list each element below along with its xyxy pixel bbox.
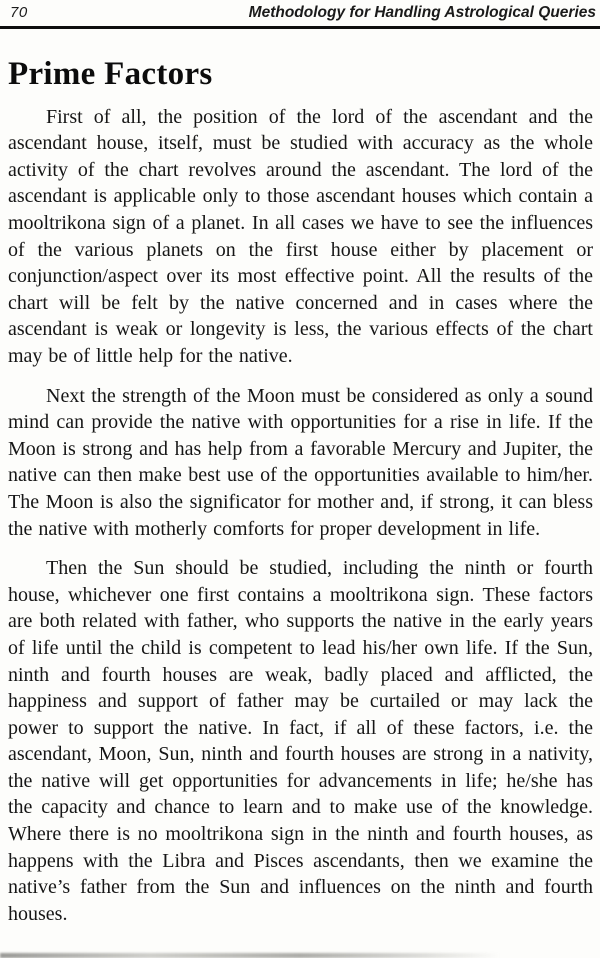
section-heading: Prime Factors bbox=[8, 56, 213, 92]
header-rule bbox=[0, 26, 600, 29]
paragraph-sun: Then the Sun should be studied, including the ninth or fourth house, whichever one first contains a mooltrikona sign. These factors are both related with father, who supports the native in the early years of life until the child is competent to lead his/her own life. If the Sun, ninth and fourth houses are weak, badly placed and afflicted, the happiness and support of father may be curtailed or may lack the power to support the native. In fact, if all of these factors, i.e. the ascendant, Moon, Sun, ninth and fourth houses are strong in a nativity, the native will get opportunities for advancements in life; he/she has the capacity and chance to learn and to make use of the knowledge. Where there is no mooltrikona sign in the ninth and fourth houses, as happens with the Libra and Pisces ascendants, then we examine the native’s father from the Sun and influences on the ninth and fourth houses. bbox=[8, 557, 593, 925]
page-header bbox=[0, 0, 600, 22]
body-text bbox=[0, 92, 600, 928]
running-title: Methodology for Handling Astrological Queries bbox=[248, 4, 596, 21]
paragraph-ascendant: First of all, the position of the lord of the ascendant and the ascendant house, itself, must be studied with accuracy as the whole activity of the chart revolves around the ascendant. The lord of the ascendant is applicable only to those ascendant houses which contain a mooltrikona sign of a planet. In all cases we have to see the influences of the various planets on the first house either by placement or conjunction/aspect over its most effective point. All the results of the chart will be felt by the native concerned and in cases where the ascendant is weak or longevity is less, the various effects of the chart may be of little help for the native. bbox=[8, 105, 593, 367]
page-edge-shadow bbox=[0, 953, 500, 958]
page-number: 70 bbox=[10, 4, 28, 21]
paragraph-moon: Next the strength of the Moon must be considered as only a sound mind can provide the native with opportunities for a rise in life. If the Moon is strong and has help from a favorable Mercury and Jupiter, the native can then make best use of the opportunities available to him/her. The Moon is also the significator for mother and, if strong, it can bless the native with motherly comforts for proper development in life. bbox=[8, 384, 593, 540]
